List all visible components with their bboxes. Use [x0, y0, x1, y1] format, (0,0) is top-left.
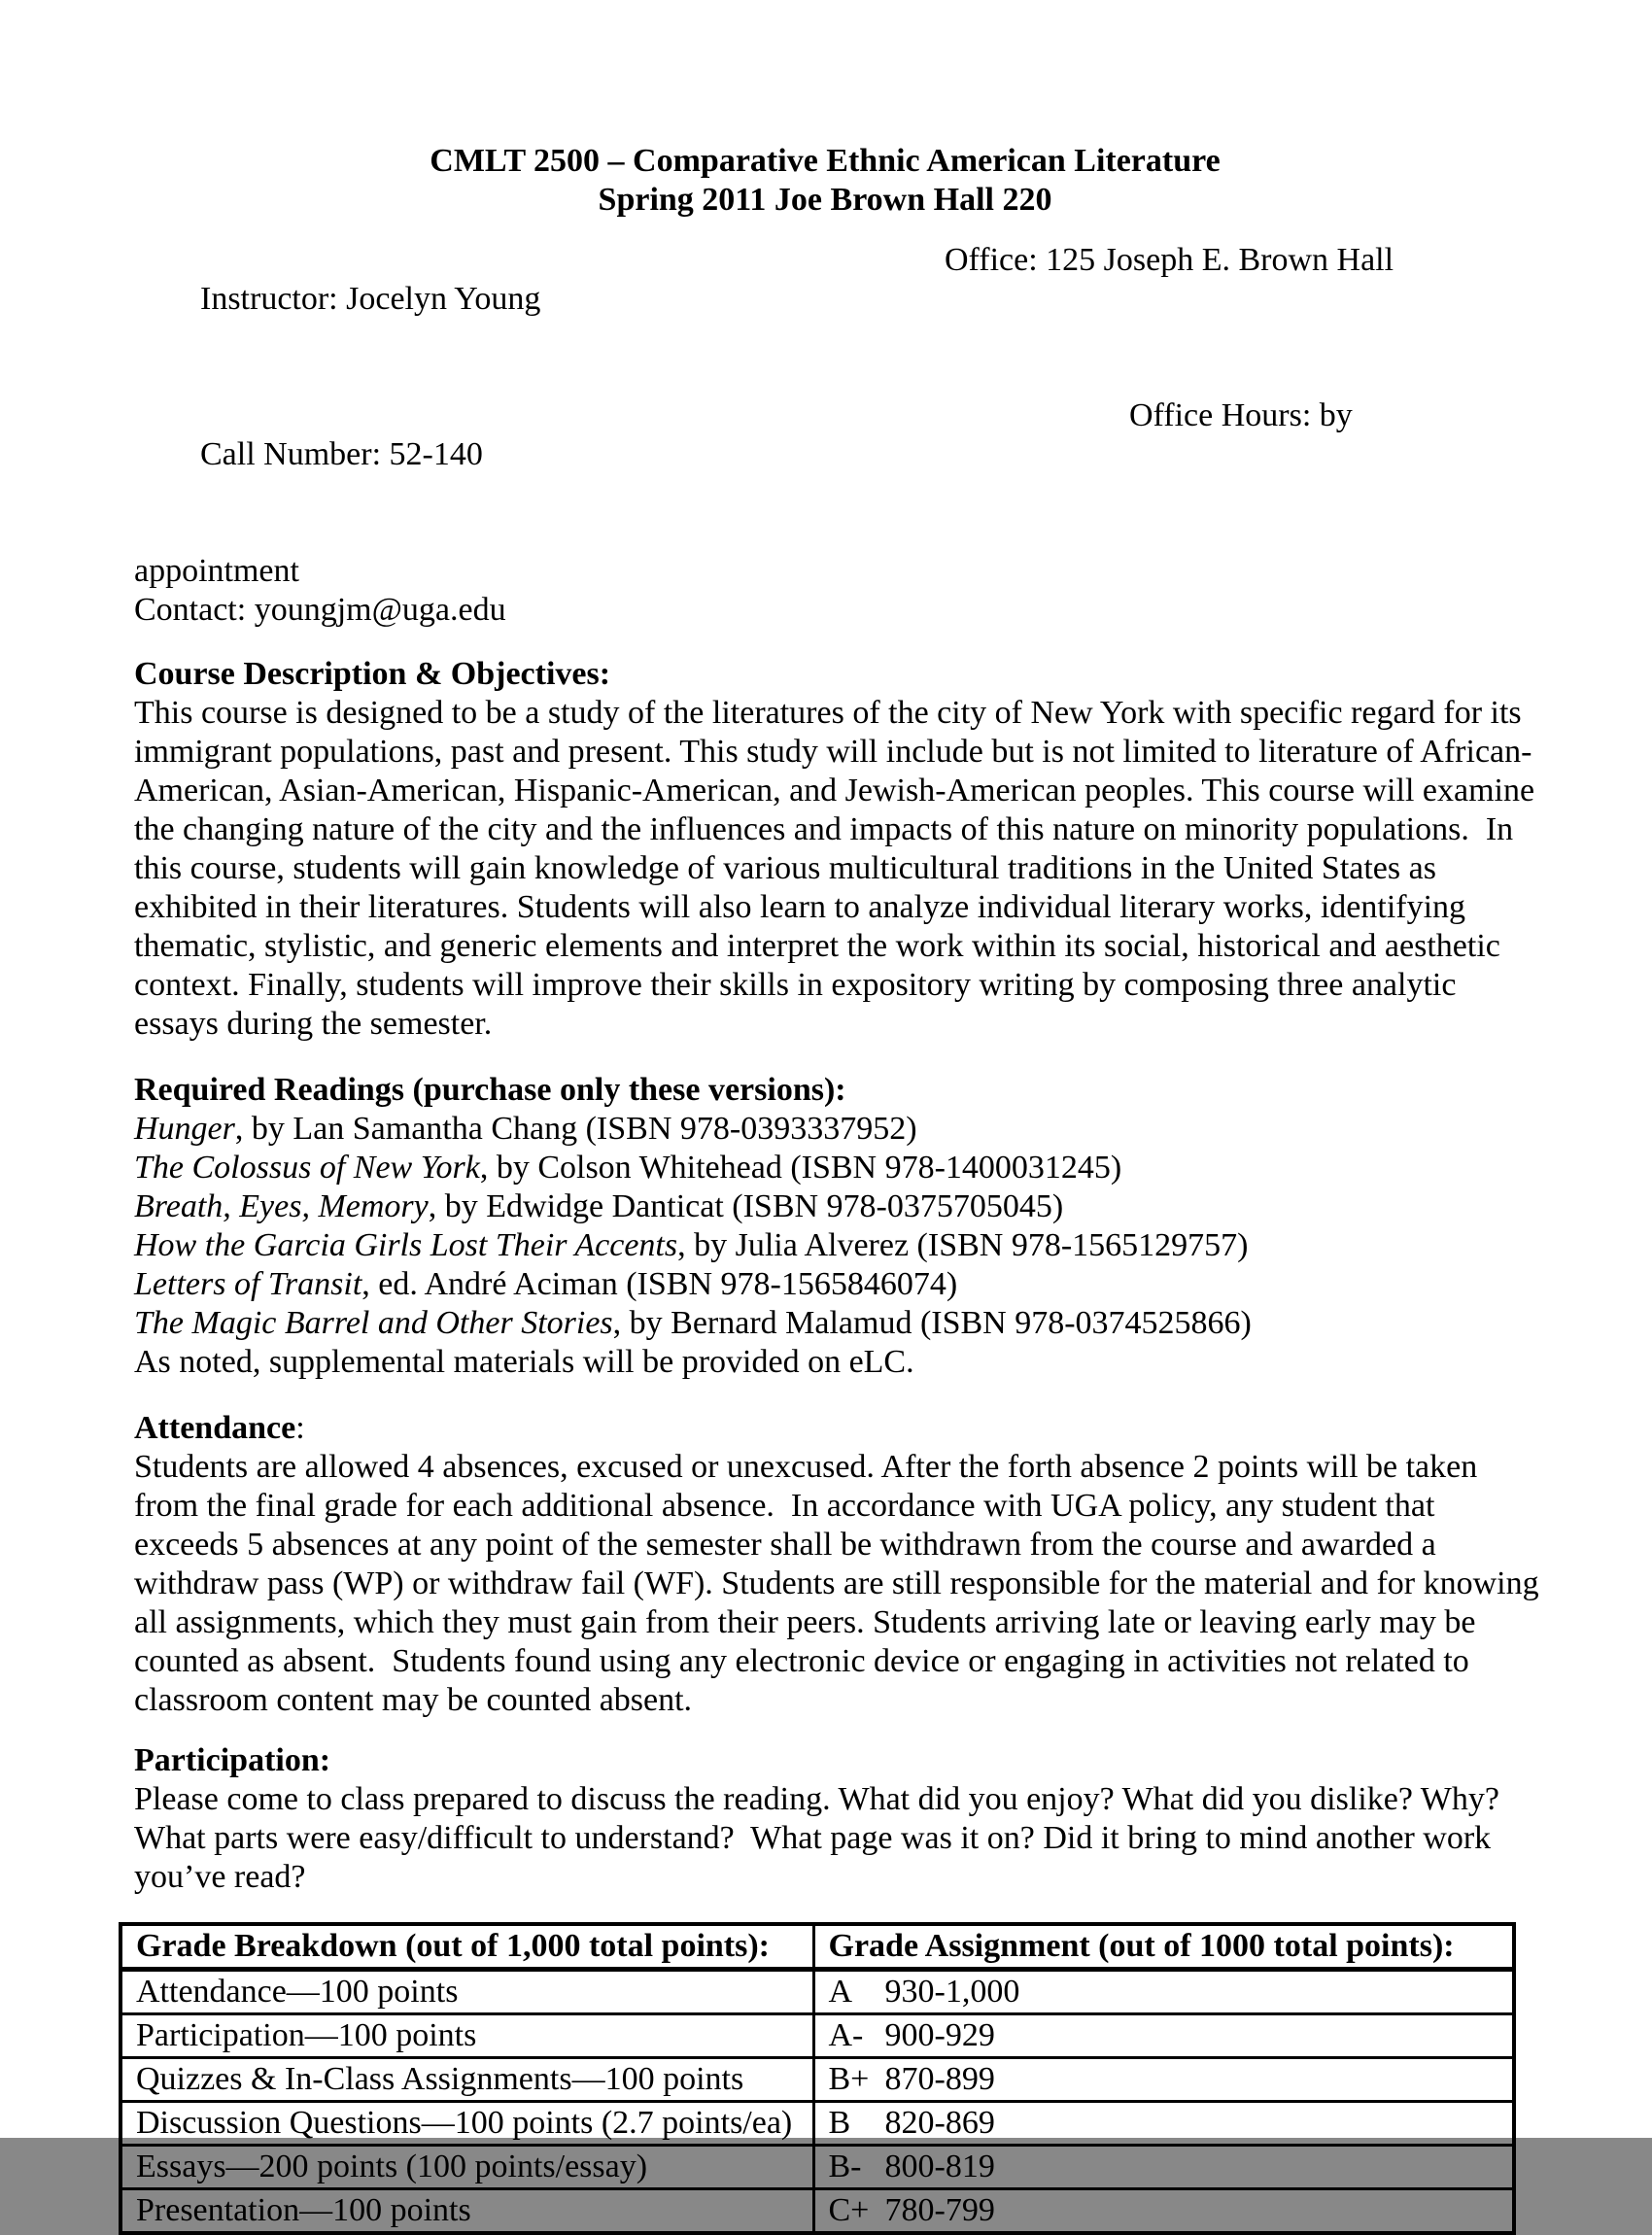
office-hours-continuation: appointment [134, 553, 299, 589]
grade-table-row [120, 2102, 1514, 2146]
reading-citation: , by Colson Whitehead (ISBN 978-1400031245) [479, 1150, 1122, 1186]
required-readings-heading: Required Readings (purchase only these versions): [134, 1072, 846, 1108]
grade-assignment-cell [813, 2058, 1514, 2102]
attendance-line: classroom content may be counted absent. [134, 1682, 693, 1718]
reading-title: The Colossus of New York [134, 1150, 480, 1186]
reading-item [134, 1226, 1516, 1265]
course-description-line: This course is designed to be a study of the literatures of the city of New York with specific regard for its [134, 695, 1522, 731]
doc-title [134, 142, 1516, 220]
grade-letter: A [828, 1974, 853, 2010]
grade-table-row [120, 2146, 1514, 2189]
grade-assignment-cell [813, 2014, 1514, 2058]
attendance-line: all assignments, which they must gain from their peers. Students arriving late or leaving early may be [134, 1604, 1476, 1640]
grade-breakdown-cell: Discussion Questions—100 points (2.7 points/ea) [120, 2102, 813, 2146]
course-description-line: exhibited in their literatures. Students will also learn to analyze individual literary works, identifying [134, 889, 1466, 925]
grade-letter: B [828, 2105, 851, 2141]
grade-letter: A- [828, 2017, 864, 2053]
course-description-line: this course, students will gain knowledge of various multicultural traditions in the United States as [134, 850, 1436, 886]
reading-title: Letters of Transit [134, 1266, 362, 1302]
attendance-line: from the final grade for each additional absence. In accordance with UGA policy, any student that [134, 1488, 1435, 1524]
reading-title: The Magic Barrel and Other Stories [134, 1305, 613, 1341]
grade-assignment-cell [813, 2189, 1514, 2234]
instructor-label: Instructor: Jocelyn Young [200, 281, 541, 317]
grade-range: 900-929 [884, 2017, 995, 2053]
grade-letter: C+ [828, 2192, 870, 2228]
grade-table-row [120, 2058, 1514, 2102]
reading-citation: , by Lan Samantha Chang (ISBN 978-0393337952) [234, 1111, 917, 1147]
grade-table [119, 1922, 1516, 2235]
reading-item [134, 1149, 1516, 1187]
attendance-paragraph [134, 1448, 1539, 1720]
info-line-2 [134, 396, 1516, 552]
course-description-line: immigrant populations, past and present. This study will include but is not limited to literature of African- [134, 734, 1532, 770]
course-description-line: thematic, stylistic, and generic elements and interpret the work within its social, historical and aesthetic [134, 928, 1500, 964]
doc-title-line-1: CMLT 2500 – Comparative Ethnic American Literature [430, 143, 1221, 179]
grade-breakdown-cell: Essays—200 points (100 points/essay) [120, 2146, 813, 2189]
course-description-section [134, 655, 1535, 1044]
info-line-1 [134, 241, 1516, 396]
grade-letter: B+ [828, 2061, 870, 2097]
participation-line: Please come to class prepared to discuss the reading. What did you enjoy? What did you dislike? Why? [134, 1781, 1499, 1817]
participation-line: you’ve read? [134, 1859, 306, 1895]
grade-table-row [120, 2014, 1514, 2058]
reading-citation: , by Bernard Malamud (ISBN 978-0374525866) [612, 1305, 1252, 1341]
grade-range: 780-799 [884, 2192, 995, 2228]
office-hours-label: Office Hours: by [1129, 397, 1353, 433]
attendance-line: counted as absent. Students found using any electronic device or engaging in activities not related to [134, 1643, 1469, 1679]
required-readings-list [134, 1110, 1516, 1343]
reading-item [134, 1265, 1516, 1304]
attendance-line: exceeds 5 absences at any point of the semester shall be withdrawn from the course and awarded a [134, 1527, 1436, 1563]
reading-item [134, 1304, 1516, 1343]
participation-line: What parts were easy/difficult to understand? What page was it on? Did it bring to mind another work [134, 1820, 1492, 1856]
grade-table-header-row [120, 1924, 1514, 1970]
course-description-line: essays during the semester. [134, 1006, 493, 1042]
reading-citation: , by Edwidge Danticat (ISBN 978-0375705045) [428, 1188, 1064, 1224]
reading-citation: , ed. André Aciman (ISBN 978-1565846074) [361, 1266, 958, 1302]
attendance-heading [134, 1409, 1516, 1448]
grade-range: 930-1,000 [884, 1974, 1020, 2010]
grade-assignment-header: Grade Assignment (out of 1000 total points): [813, 1924, 1514, 1970]
reading-title: How the Garcia Girls Lost Their Accents [134, 1227, 678, 1263]
grade-range: 800-819 [884, 2149, 995, 2184]
grade-breakdown-cell: Quizzes & In-Class Assignments—100 points [120, 2058, 813, 2102]
grade-assignment-cell [813, 1970, 1514, 2014]
course-description-line: American, Asian-American, Hispanic-American, and Jewish-American peoples. This course will examine [134, 773, 1535, 808]
grade-table-row [120, 2189, 1514, 2234]
participation-paragraph [134, 1780, 1516, 1897]
grade-assignment-cell [813, 2102, 1514, 2146]
grade-letter: B- [828, 2149, 862, 2184]
grade-breakdown-cell: Presentation—100 points [120, 2189, 813, 2234]
doc-title-line-2: Spring 2011 Joe Brown Hall 220 [598, 182, 1052, 218]
reading-citation: , by Julia Alverez (ISBN 978-1565129757) [677, 1227, 1249, 1263]
course-description-line: the changing nature of the city and the influences and impacts of this nature on minority populations. In [134, 811, 1514, 847]
grade-assignment-cell [813, 2146, 1514, 2189]
contact-label: Contact: youngjm@uga.edu [134, 592, 506, 628]
grade-breakdown-header: Grade Breakdown (out of 1,000 total points): [120, 1924, 813, 1970]
reading-item [134, 1110, 1516, 1149]
participation-heading: Participation: [134, 1742, 331, 1778]
grade-range: 820-869 [884, 2105, 995, 2141]
call-number-label: Call Number: 52-140 [200, 436, 483, 472]
grade-table-body [120, 1970, 1514, 2234]
attendance-line: withdraw pass (WP) or withdraw fail (WF). Students are still responsible for the material and for knowing [134, 1565, 1539, 1601]
attendance-heading-colon: : [295, 1410, 305, 1446]
grade-table-row [120, 1970, 1514, 2014]
required-readings-section [134, 1071, 1516, 1382]
reading-title: Hunger [134, 1111, 235, 1147]
instructor-info-block [134, 241, 1516, 630]
participation-section [134, 1741, 1516, 1897]
attendance-line: Students are allowed 4 absences, excused or unexcused. After the forth absence 2 points will be taken [134, 1449, 1478, 1485]
course-description-heading: Course Description & Objectives: [134, 656, 611, 692]
required-readings-note: As noted, supplemental materials will be provided on eLC. [134, 1344, 914, 1380]
office-label: Office: 125 Joseph E. Brown Hall [945, 242, 1394, 278]
reading-title: Breath, Eyes, Memory [134, 1188, 429, 1224]
course-description-paragraph [134, 694, 1535, 1044]
attendance-section [134, 1409, 1539, 1720]
grade-breakdown-cell: Participation—100 points [120, 2014, 813, 2058]
grade-breakdown-cell: Attendance—100 points [120, 1970, 813, 2014]
grade-range: 870-899 [884, 2061, 995, 2097]
course-description-line: context. Finally, students will improve their skills in expository writing by composing three analytic [134, 967, 1457, 1003]
attendance-heading-word: Attendance [134, 1410, 296, 1446]
reading-item [134, 1187, 1516, 1226]
